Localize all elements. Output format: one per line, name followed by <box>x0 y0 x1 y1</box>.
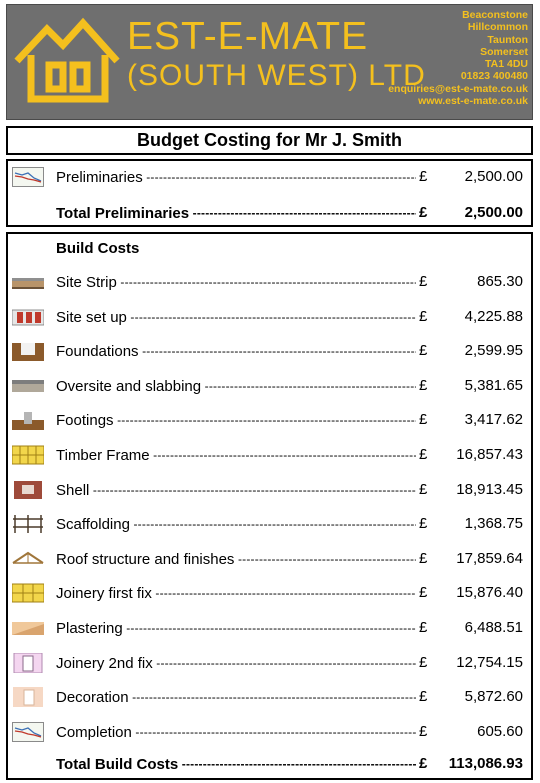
address-line: Beaconstone <box>462 9 528 21</box>
website-link[interactable]: www.est-e-mate.co.uk <box>418 95 528 108</box>
item-label: Site set up ----- <box>56 305 416 330</box>
cost-row <box>8 270 531 294</box>
chart-icon <box>12 167 44 187</box>
item-value: 18,913.45 <box>456 480 523 498</box>
item-value: 865.30 <box>477 273 523 290</box>
house-logo-icon <box>13 15 121 103</box>
item-value: 2,500.00 <box>464 168 523 185</box>
currency-symbol: £ <box>419 584 428 602</box>
slab-icon <box>12 376 44 396</box>
item-value: 5,381.65 <box>464 376 523 394</box>
currency-symbol: £ <box>419 342 428 360</box>
item-label: Timber Frame ----- <box>56 443 416 468</box>
timber-frame-icon <box>12 445 44 465</box>
total-value: 2,500.00 <box>464 204 523 221</box>
item-value: 4,225.88 <box>464 307 523 325</box>
item-value: 605.60 <box>477 722 523 740</box>
currency-symbol: £ <box>419 307 428 325</box>
joinery-icon <box>12 583 44 603</box>
item-value: 3,417.62 <box>464 411 523 429</box>
currency-symbol: £ <box>419 446 428 463</box>
item-label: Oversite and slabbing ----- <box>56 374 416 399</box>
item-label: Completion ----- <box>56 720 416 745</box>
total-label: Total Build Costs ----- <box>56 752 416 777</box>
item-value: 6,488.51 <box>464 619 523 636</box>
total-label: Total Preliminaries ----- <box>56 201 416 226</box>
currency-symbol: £ <box>419 411 428 429</box>
currency-symbol: £ <box>419 549 428 567</box>
chart-icon <box>12 722 44 742</box>
item-label: Scaffolding ----- <box>56 512 416 537</box>
cost-row-preliminaries <box>8 165 531 189</box>
roof-icon <box>12 549 44 569</box>
currency-symbol: £ <box>419 688 428 706</box>
cost-row <box>8 443 531 467</box>
item-value: 15,876.40 <box>456 584 523 602</box>
cost-row <box>8 685 531 709</box>
address-line: TA1 4DU <box>485 58 528 71</box>
address-line: Somerset <box>480 45 528 58</box>
document-title: Budget Costing for Mr J. Smith <box>6 126 533 155</box>
item-label: Site Strip ----- <box>56 270 416 295</box>
shell-icon <box>12 480 44 500</box>
cost-row <box>8 616 531 640</box>
cost-row <box>8 547 531 571</box>
company-address <box>388 9 528 107</box>
currency-symbol: £ <box>419 273 428 290</box>
decoration-icon <box>12 687 44 707</box>
total-row-preliminaries <box>8 201 531 225</box>
company-header <box>6 4 533 120</box>
currency-symbol: £ <box>419 619 428 636</box>
cost-row <box>8 720 531 744</box>
cost-row <box>8 408 531 432</box>
address-line: Taunton <box>487 33 528 46</box>
build-costs-section <box>6 232 533 780</box>
item-label: Plastering ----- <box>56 616 416 641</box>
cost-row <box>8 374 531 398</box>
footings-icon <box>12 410 44 430</box>
plaster-icon <box>12 618 44 638</box>
cost-row <box>8 581 531 605</box>
company-name: EST-E-MATE <box>127 15 369 58</box>
item-value: 1,368.75 <box>464 515 523 533</box>
currency-symbol: £ <box>419 653 428 671</box>
section-heading: Build Costs <box>56 240 140 257</box>
cost-row <box>8 339 531 363</box>
item-label: Joinery first fix ----- <box>56 581 416 606</box>
foundations-icon <box>12 341 44 361</box>
currency-symbol: £ <box>419 722 428 740</box>
scaffolding-icon <box>12 514 44 534</box>
total-row-build-costs <box>8 752 531 776</box>
item-label: Roof structure and finishes ----- <box>56 547 416 572</box>
cost-row <box>8 512 531 536</box>
preliminaries-section <box>6 159 533 227</box>
total-value: 113,086.93 <box>448 755 523 772</box>
item-label: Decoration ----- <box>56 685 416 710</box>
currency-symbol: £ <box>419 515 428 533</box>
item-value: 2,599.95 <box>464 342 523 360</box>
address-line: Hillcommon <box>467 21 528 34</box>
company-name-suffix: (SOUTH WEST) LTD <box>127 59 426 92</box>
item-label: Preliminaries ----- <box>56 165 416 190</box>
currency-symbol: £ <box>419 755 428 772</box>
currency-symbol: £ <box>419 480 428 498</box>
currency-symbol: £ <box>419 168 428 185</box>
item-value: 16,857.43 <box>456 446 523 463</box>
site-setup-icon <box>12 307 44 327</box>
door-icon <box>12 653 44 673</box>
item-label: Shell ----- <box>56 478 416 503</box>
phone-number: 01823 400480 <box>460 70 528 83</box>
item-label: Foundations ----- <box>56 339 416 364</box>
cost-row <box>8 651 531 675</box>
item-value: 12,754.15 <box>456 653 523 671</box>
cost-row <box>8 305 531 329</box>
currency-symbol: £ <box>419 376 428 394</box>
item-value: 5,872.60 <box>464 688 523 706</box>
email-link[interactable]: enquiries@est-e-mate.co.uk <box>388 82 528 95</box>
item-value: 17,859.64 <box>456 549 523 567</box>
item-label: Footings ----- <box>56 408 416 433</box>
cost-row <box>8 478 531 502</box>
item-label: Joinery 2nd fix ----- <box>56 651 416 676</box>
currency-symbol: £ <box>419 204 428 221</box>
site-strip-icon <box>12 272 44 292</box>
